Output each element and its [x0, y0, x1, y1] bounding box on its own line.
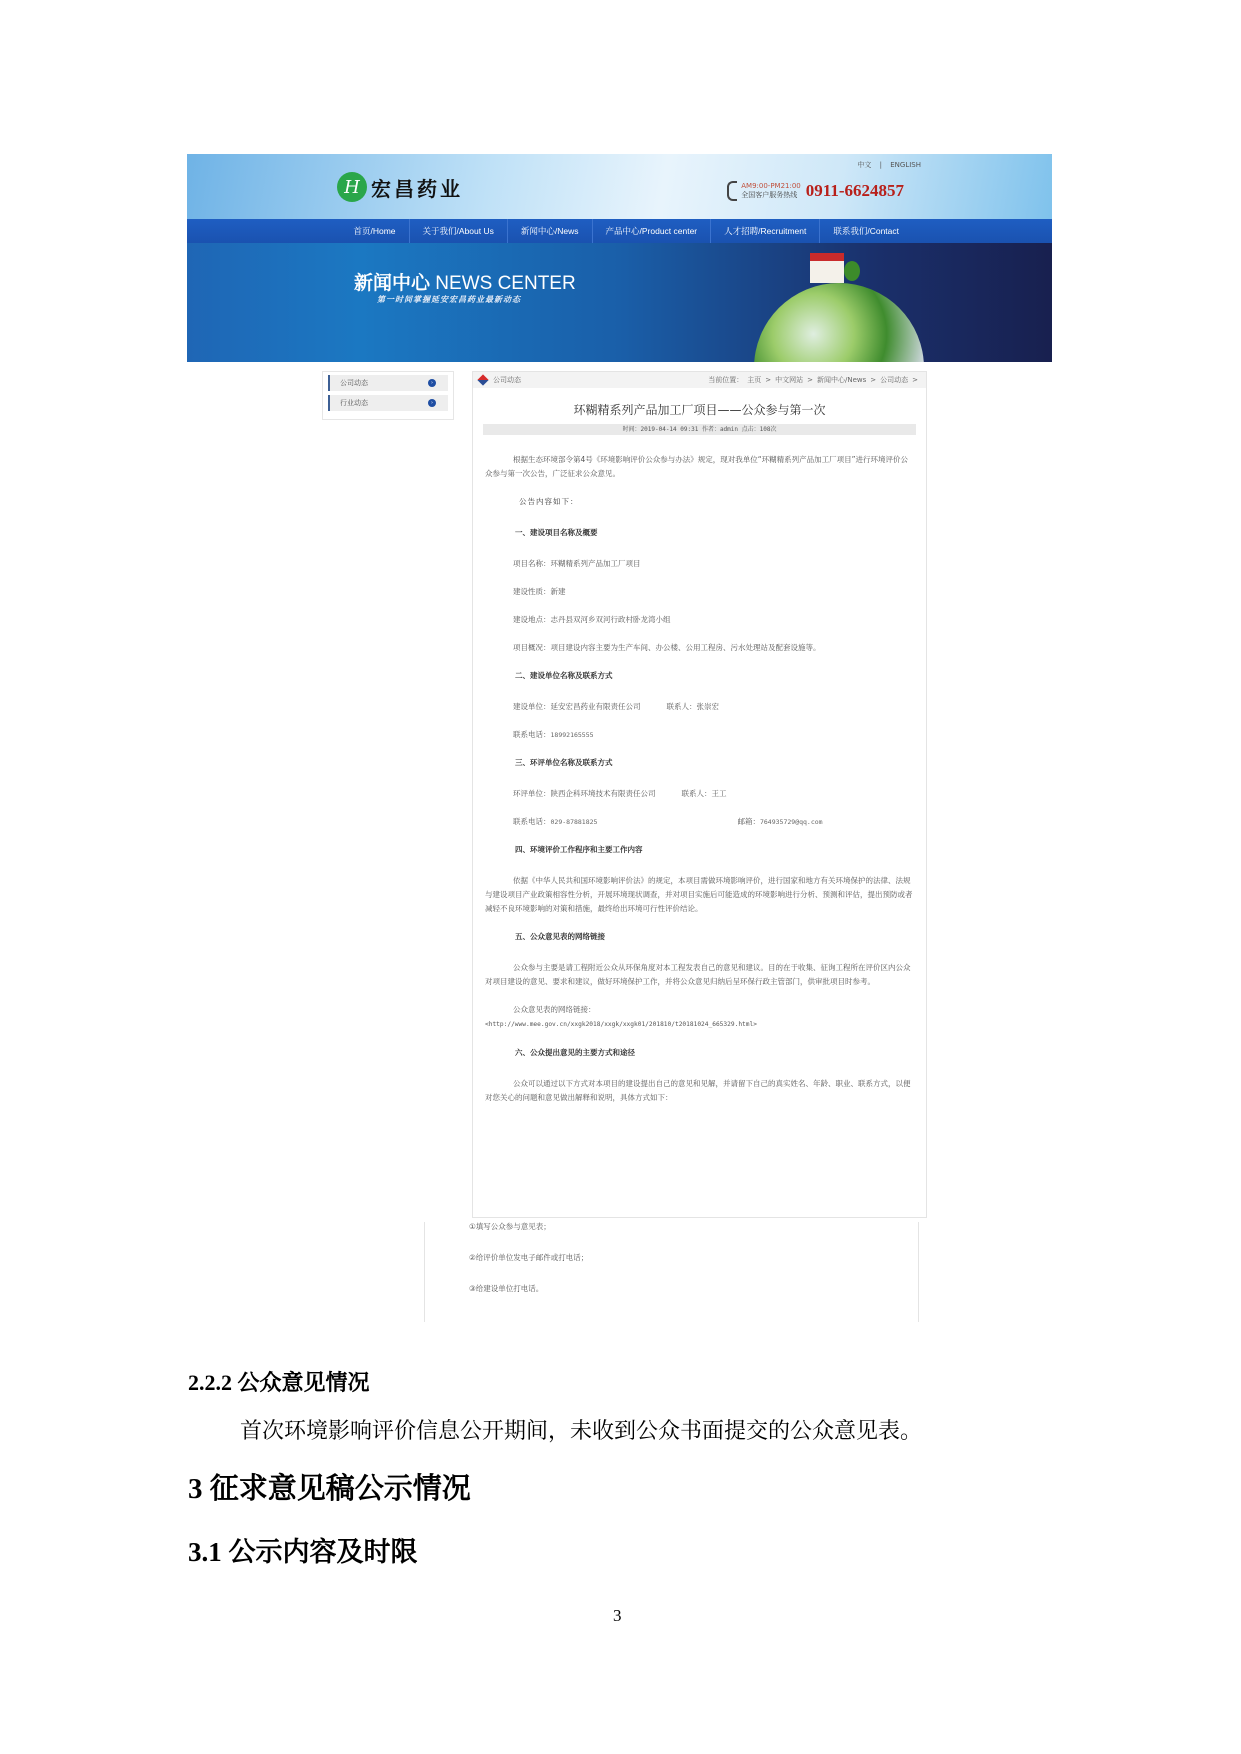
sidebar-item-company-news[interactable]: 公司动态 › — [328, 375, 448, 391]
project-name: 项目名称：环糊精系列产品加工厂项目 — [513, 559, 641, 568]
panel-header — [473, 372, 926, 388]
hotline-hours: AM9:00-PM21:00 — [741, 182, 801, 190]
eia-email[interactable]: 764935729@qq.com — [759, 818, 823, 826]
eia-contact: 联系人：王工 — [681, 789, 727, 798]
article-intro: 根据生态环境部令第4号《环境影响评价公众参与办法》规定，现对我单位“环糊精系列产品加工厂项目”进行环境评价公众参与第一次公告，广泛征求公众意见。 — [485, 455, 909, 478]
article-title: 环糊精系列产品加工厂项目——公众参与第一次 — [573, 403, 826, 417]
project-overview: 项目概况：项目建设内容主要为生产车间、办公楼、公用工程房、污水处理站及配套设施等。 — [513, 643, 821, 652]
website-screenshot — [187, 154, 1052, 1293]
article-body — [473, 435, 926, 1105]
house-illustration-icon — [810, 253, 844, 283]
arrow-circle-icon: › — [428, 379, 436, 387]
nav-recruitment[interactable]: 人才招聘/Recruitment — [710, 219, 819, 243]
hero-title: 新闻中心 NEWS CENTER — [354, 272, 576, 294]
lang-en-link[interactable]: ENGLISH — [890, 161, 921, 169]
list-item: ③给建设单位打电话。 — [469, 1284, 544, 1293]
hero-subtitle: 第一时间掌握延安宏昌药业最新动态 — [377, 295, 521, 304]
builder-contact: 联系人：张崇宏 — [666, 702, 719, 711]
sidebar-item-industry-news[interactable]: 行业动态 › — [328, 395, 448, 411]
phone-icon — [727, 181, 737, 201]
crumb-company-news[interactable]: 公司动态 — [880, 376, 909, 384]
logo-mark-icon: H — [337, 172, 367, 202]
section-2-2-2-heading: 2.2.2 公众意见情况 — [188, 1370, 370, 1395]
hotline-label: 全国客户服务热线 — [741, 191, 798, 199]
hotline-number: 0911-6624857 — [805, 181, 904, 200]
project-location: 建设地点：志丹县双河乡双河行政村卧龙湾小组 — [513, 615, 671, 624]
lang-separator: | — [879, 161, 882, 169]
category-sidebar — [322, 371, 454, 420]
section-3-1-heading: 3.1 公示内容及时限 — [188, 1537, 418, 1567]
nav-contact[interactable]: 联系我们/Contact — [819, 219, 912, 243]
panel-section-label: 公司动态 — [493, 376, 521, 384]
section-4-heading: 四、环境评价工作程序和主要工作内容 — [515, 845, 643, 854]
article-meta: 时间：2019-04-14 09:31 作者：admin 点击：108次 — [483, 424, 916, 435]
builder-phone: 18992165555 — [550, 731, 594, 739]
globe-illustration-icon — [754, 283, 924, 362]
section-5-heading: 五、公众意见表的网络链接 — [515, 932, 605, 941]
tree-illustration-icon — [844, 261, 860, 281]
eia-unit-row — [485, 787, 914, 801]
nav-about[interactable]: 关于我们/About Us — [409, 219, 507, 243]
site-header — [187, 154, 1052, 219]
hotline — [727, 181, 904, 201]
page-number: 3 — [613, 1606, 622, 1625]
hero-banner — [187, 243, 1052, 362]
eia-unit: 环评单位：陕西企科环境技术有限责任公司 — [513, 789, 656, 798]
lang-zh-link[interactable]: 中文 — [857, 161, 872, 169]
section-3-heading: 三、环评单位名称及联系方式 — [515, 758, 613, 767]
language-switch — [854, 160, 924, 170]
site-content — [187, 362, 1052, 1293]
crumb-chinese-site[interactable]: 中文网站 — [775, 376, 804, 384]
methods-list — [424, 1222, 919, 1322]
section-5-body: 公众参与主要是请工程附近公众从环保角度对本工程发表自己的意见和建议。目的在于收集、征询工程所在评价区内公众对项目建设的意见、要求和建议，做好环境保护工作，并将公众意见归纳后呈环保行政主管部门，供审批项目时参考。 — [485, 963, 911, 986]
builder-unit: 建设单位：延安宏昌药业有限责任公司 — [513, 702, 641, 711]
list-item: ②给评价单位发电子邮件或打电话； — [469, 1253, 589, 1262]
section-3-heading: 3 征求意见稿公示情况 — [188, 1473, 471, 1505]
notice-heading: 公告内容如下： — [519, 497, 579, 506]
article-panel — [472, 371, 927, 1218]
section-1-heading: 一、建设项目名称及概要 — [515, 528, 598, 537]
breadcrumb: 当前位置： 主页 > 中文网站 > 新闻中心/News > 公司动态 > — [708, 376, 918, 384]
opinion-form-link[interactable]: <http://www.mee.gov.cn/xxgk2018/xxgk/xxgk01/201810/t20181024_665329.html> — [485, 1021, 757, 1028]
diamond-icon — [477, 374, 488, 385]
main-nav — [187, 219, 1052, 243]
section-2-2-2-body: 首次环境影响评价信息公开期间，未收到公众书面提交的公众意见表。 — [240, 1418, 923, 1443]
list-item: ①填写公众参与意见表； — [469, 1222, 551, 1231]
section-2-heading: 二、建设单位名称及联系方式 — [515, 671, 613, 680]
section-6-heading: 六、公众提出意见的主要方式和途径 — [515, 1048, 635, 1057]
section-4-body: 依据《中华人民共和国环境影响评价法》的规定，本项目需做环境影响评价，进行国家和地方有关环境保护的法律、法规与建设项目产业政策相容性分析，开展环境现状调查，并对项目实施后可能造成的环境影响进行分析、预测和评估，提出预防或者减轻不良环境影响的对策和措施，最终给出环境可行性评价结论。 — [485, 876, 913, 913]
site-logo[interactable] — [337, 172, 463, 202]
section-6-body: 公众可以通过以下方式对本项目的建设提出自己的意见和见解，并请留下自己的真实姓名、年龄、职业、联系方式，以便对您关心的问题和意见做出解释和说明，具体方式如下： — [485, 1079, 911, 1102]
project-nature: 建设性质：新建 — [513, 587, 566, 596]
nav-home[interactable]: 首页/Home — [353, 226, 396, 236]
crumb-home[interactable]: 主页 — [747, 376, 762, 384]
eia-phone: 029-87881825 — [550, 818, 598, 826]
crumb-news[interactable]: 新闻中心/News — [816, 376, 867, 384]
arrow-circle-icon: › — [428, 399, 436, 407]
builder-phone-row: 联系电话：18992165555 — [513, 730, 594, 739]
nav-products[interactable]: 产品中心/Product center — [592, 219, 711, 243]
eia-phone-row: 联系电话：029-87881825 邮箱：764935729@qq.com — [513, 817, 823, 826]
opinion-link-block: 公众意见表的网络链接： <http://www.mee.gov.cn/xxgk2018/xxgk/xxgk01/201810/t20181024_665329.html> — [485, 1005, 757, 1028]
builder-unit-row — [485, 700, 914, 714]
nav-news[interactable]: 新闻中心/News — [507, 219, 592, 243]
logo-text: 宏昌药业 — [371, 176, 463, 201]
